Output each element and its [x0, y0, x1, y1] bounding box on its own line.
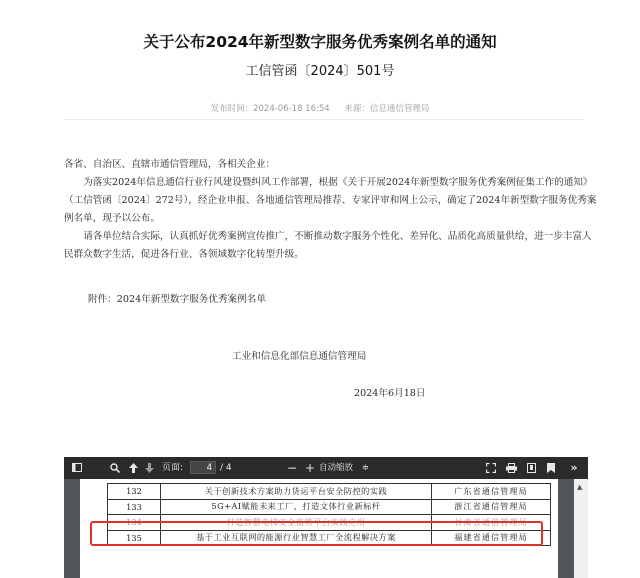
- case-org: 甘肃省通信管理局: [432, 515, 551, 531]
- case-name: 打造智慧电梯安全监管平台实践应用: [161, 515, 432, 531]
- publish-time: 发布时间：2024-06-18 16:54: [210, 104, 330, 114]
- zoom-value: 自动缩放: [319, 463, 354, 473]
- case-org: 福建省通信管理局: [432, 530, 551, 546]
- print-icon[interactable]: [504, 457, 518, 479]
- case-name: 基于工业互联网的能源行业智慧工厂全流程解决方案: [161, 530, 432, 546]
- pdf-viewer: [64, 457, 588, 578]
- page-label: 页面:: [162, 463, 184, 473]
- fullscreen-icon[interactable]: [484, 457, 498, 479]
- scroll-up-icon[interactable]: ▲: [577, 483, 583, 491]
- prev-page-icon[interactable]: [126, 457, 140, 479]
- case-number: 133: [108, 499, 161, 515]
- notice-title: 关于公布2024年新型数字服务优秀案例名单的通知: [143, 33, 497, 51]
- case-name: 关于创新技术方案助力货运平台安全防控的实践: [161, 484, 432, 500]
- case-org: 广东省通信管理局: [432, 484, 551, 500]
- attachment-line[interactable]: 附件：2024年新型数字服务优秀案例名单: [88, 294, 266, 305]
- pdf-scrollbar[interactable]: [574, 479, 588, 578]
- divider: [64, 119, 584, 120]
- chevron-down-icon: ≑: [361, 463, 369, 473]
- case-org: 浙江省通信管理局: [432, 499, 551, 515]
- publish-meta: [0, 102, 640, 114]
- zoom-out-button[interactable]: −: [286, 461, 298, 475]
- more-tools-icon[interactable]: »: [570, 461, 578, 474]
- zoom-select[interactable]: [319, 457, 369, 479]
- paragraph-1: 为落实2024年信息通信行业行风建设暨纠风工作部署，根据《关于开展2024年新型数字服务优秀案例征集工作的通知》（工信管函〔2024〕272号），经企业申报、各地通信管理局推荐、专家评审和网上公示，确定了2024年新型数字服务优秀案例名单，现予以公布。: [64, 177, 597, 224]
- case-number: 135: [108, 530, 161, 546]
- case-name: 5G+AI赋能未来工厂，打造文体行业新标杆: [161, 499, 432, 515]
- paragraph-2: 请各单位结合实际，认真抓好优秀案例宣传推广，不断推动数字服务个性化、差异化、品质化高质量供给，进一步丰富人民群众数字生活，促进各行业、各领域数字化转型升级。: [64, 231, 592, 260]
- download-icon[interactable]: [524, 457, 538, 479]
- zoom-in-button[interactable]: +: [304, 461, 316, 475]
- case-number: 134: [108, 515, 161, 531]
- page-number-input[interactable]: 4: [190, 461, 216, 474]
- issue-date: 2024年6月18日: [354, 388, 426, 399]
- salutation: 各省、自治区、直辖市通信管理局，各相关企业：: [64, 159, 276, 170]
- signer: 工业和信息化部信息通信管理局: [232, 351, 367, 362]
- document-number: 工信管函〔2024〕501号: [245, 64, 395, 79]
- sidebar-toggle-icon[interactable]: [70, 457, 84, 479]
- table-row: [108, 484, 551, 500]
- pdf-toolbar: [64, 457, 588, 479]
- search-icon[interactable]: [108, 457, 122, 479]
- highlight-box: [90, 521, 543, 546]
- publish-source: 来源：信息通信管理局: [344, 104, 430, 114]
- next-page-icon[interactable]: [142, 457, 156, 479]
- bookmark-icon[interactable]: [544, 457, 558, 479]
- notice-body: [64, 156, 597, 264]
- total-pages: / 4: [220, 463, 232, 473]
- case-number: 132: [108, 484, 161, 500]
- table-row: [108, 499, 551, 515]
